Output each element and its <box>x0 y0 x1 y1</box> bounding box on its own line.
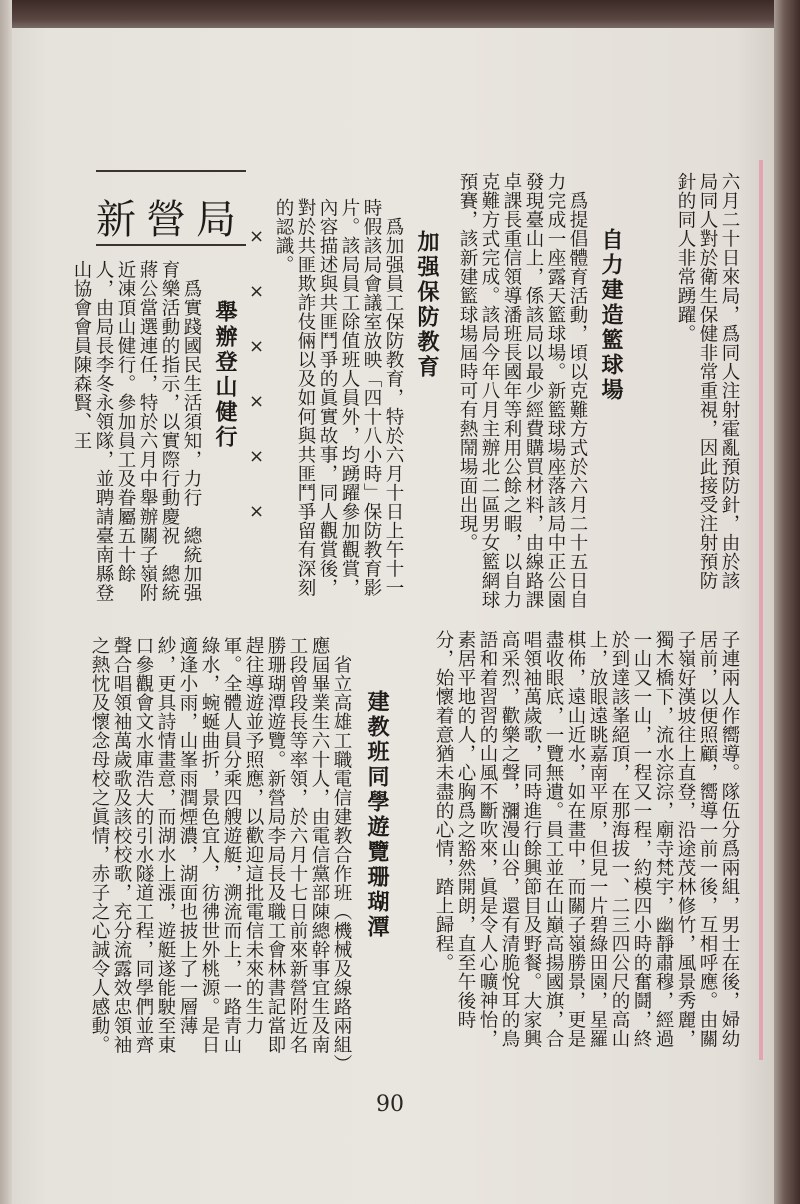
page-number: 90 <box>376 1092 404 1117</box>
article-body-security: 爲加强員工保防教育，特於六月十日上午十一時假該局會議室放映「四十八小時」保防教育影片。該局員工除值班人員外，均踴躍參加觀賞，內容描述與共匪鬥爭的眞實故事，同人觀賞後，對於共匪欺詐伎倆以及如何與共匪鬥爭留有深刻的認識。 <box>273 198 404 597</box>
article-heading-hiking: 舉辦登山健行 <box>212 300 238 450</box>
hiking-continuation: 子連兩人作嚮導。隊伍分爲兩組，男士在後，婦幼居前，以便照顧，嚮導一前一後，互相呼應。由關子嶺好漢坡往上直登，沿途茂林修竹，風景秀麗，獨木橋下，流水淙淙，廟寺梵宇，幽靜肅穆，經過一山又一山，一程又一程，約模四小時的奮鬪，終於到達該峯絕頂，在那海拔一、二三四公尺的高山上，放眼遠眺嘉南平原，但見一片碧綠田園，星羅棋佈，遠山近水，如在畫中，而關子嶺勝景，更是盡收眼底，一覽無遺。員工並在山巔高揚國旗，合唱領袖萬歲歌，同時進行餘興節目及野餐。大家興高采烈，歡樂之聲，瀰漫山谷，還有清脆悅耳的鳥語和着習習的山風不斷吹來，眞是令人心曠神怡，素居平地的人，心胸爲之豁然開朗，直至午後時分，始懷着意猶未盡的心情，踏上歸程。 <box>433 630 740 1048</box>
separator-marks: ×××××× <box>246 226 267 556</box>
section-title: 新營局 <box>96 197 246 243</box>
book-binding-right <box>774 0 800 1204</box>
book-binding-top <box>0 0 800 28</box>
intro-paragraph: 六月二十日來局，爲同人注射霍亂預防針，由於該局同人對於衛生保健非常重視，因此接受注射預防針的同人非常踴躍。 <box>675 172 740 590</box>
article-heading-security: 加强保防教育 <box>414 230 440 380</box>
article-body-hiking: 爲實踐國民生活須知，力行 總統加强育樂活動的指示，以實際行動慶祝 總統蔣公當選連任，特於六月中舉辦關子嶺附近凍頂山健行。參加員工及眷屬五十餘人，由局長李冬永領隊，並聘請臺南縣登山協會會員陳森賢、王 <box>71 260 202 602</box>
page-left-edge <box>0 0 12 1204</box>
article-body-basketball: 爲提倡體育活動，頃以克難方式於六月二十五日自力完成一座露天籃球場。新籃球場座落該局中正公園發現臺山上，係該局以最少經費購買材料，由線路課卓課長重信領導潘班長國年等利用公餘之暇，以自力克難方式完成。該局今年八月主辦北二區男女籃網球預賽，該新建籃球場屆時可有熱鬧場面出現。 <box>457 172 588 609</box>
article-body-coral-lake: 省立高雄工職電信建教合作班（機械及線路兩組）應屆畢業生六十人，由電信黨部陳總幹事宜生及南工段曾段長等率領，於六月十七日前來新營附近名勝珊瑚潭遊覽。新營局李局長及職工會林書記當即趕往導遊並予照應，以歡迎這批電信未來的生力軍。全體人員分乘四艘遊艇，溯流而上，一路青山綠水，蜿蜒曲折，景色宜人，彷彿世外桃源。是日適逢小雨，山峯雨潤煙濃，湖面也披上了一層薄紗，更具詩情畫意，而湖水上漲，遊艇遂能駛至東口參觀會文水庫浩大的引水隧道工程，同學們並齊聲合唱領袖萬歲歌及該校校歌，充分流露效忠領袖之熱忱及懷念母校之眞情，赤子之心誠令人感動。 <box>89 636 352 1064</box>
article-heading-coral-lake: 建教班同學遊覽珊瑚潭 <box>364 690 390 940</box>
margin-rule <box>759 160 763 1060</box>
article-heading-basketball: 自力建造籃球場 <box>598 228 624 403</box>
